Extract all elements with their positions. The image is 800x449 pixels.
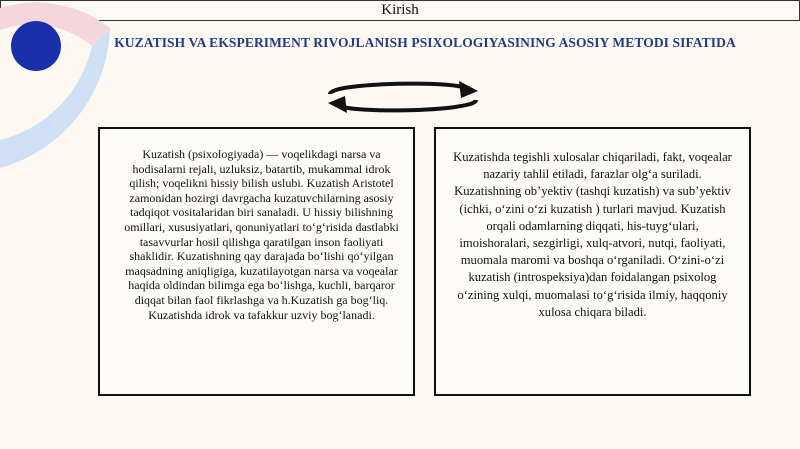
cycle-arrows-icon bbox=[318, 78, 488, 116]
header-label: Kirish bbox=[381, 2, 419, 18]
left-text-box bbox=[98, 127, 415, 396]
page-title: KUZATISH VA EKSPERIMENT RIVOJLANISH PSIXOLOGIYASINING ASOSIY METODI SIFATIDA bbox=[114, 35, 736, 50]
right-text-box bbox=[434, 127, 751, 396]
left-box-text: Kuzatish (psixologiyada) — voqelikdagi narsa va hodisalarni rejali, uzluksiz, batartib, mukammal idrok qilish; voqelikni hissiy bilish uslubi. Kuzatish Aristotel zamonidan hozirgi davrgacha kuzatuvchilarning asosiy tadqiqot vositalaridan biri sanaladi. U hissiy bilishning omillari, xususiyatlari, qonuniyatlari to‘g‘risida dastlabki tasavvurlar hosil qilishga qaratilgan inson faoliyati shaklidir. Kuzatishning qay darajada bo‘lishi qo‘yilgan maqsadning aniqligiga, kuzatilayotgan narsa va voqealar haqida oldindan bilimga ega bo‘lishga, kuchli, barqaror diqqat bilan faol fikrlashga va h.Kuzatish ga bog‘liq. Kuzatishda idrok va tafakkur uzviy bog‘lanadi. bbox=[124, 147, 399, 322]
right-box-text: Kuzatishda tegishli xulosalar chiqariladi, fakt, voqealar nazariy tahlil etiladi, farazlar olg‘a suriladi. Kuzatishning ob’yektiv (tashqi kuzatish) va sub’yektiv (ichki, o‘zini o‘zi kuzatish ) turlari mavjud. Kuzatish orqali odamlarning diqqati, his-tuyg‘ulari, imoishoralari, sezgirligi, xulq-atvori, nutqi, faoliyati, muomala maromi va boshqa o‘rganiladi. O‘zini-o‘zi kuzatish (introspeksiya)dan foidalangan psixolog o‘zining xulqi, muomalasi to‘g‘risida ilmiy, haqqoniy xulosa chiqara biladi. bbox=[453, 150, 732, 319]
blue-circle bbox=[11, 21, 61, 71]
